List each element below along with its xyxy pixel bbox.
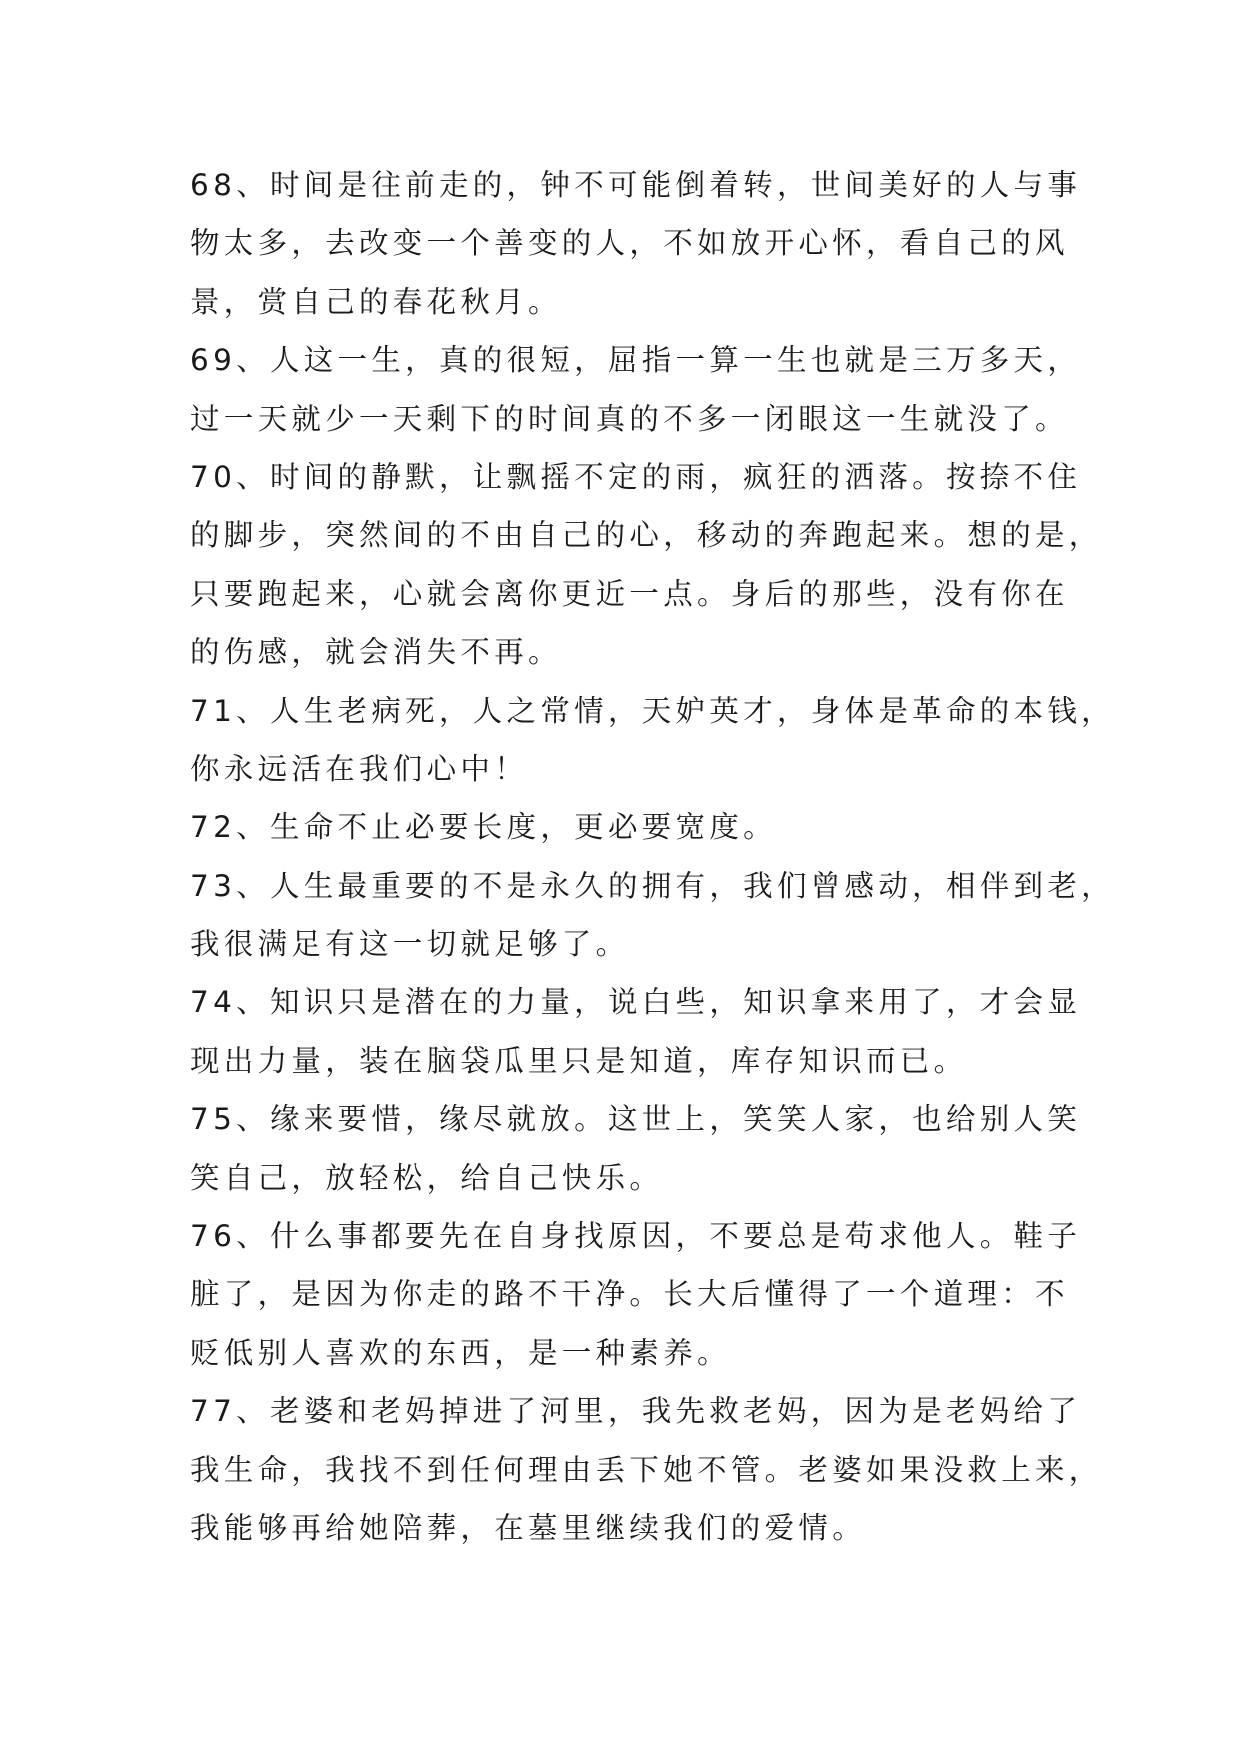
document-body [190,156,1115,1557]
text-line: 我很满足有这一切就足够了。 [190,927,630,962]
text-line: 70、时间的静默，让飘摇不定的雨，疯狂的洒落。按捺不住 [190,459,1082,494]
text-line: 75、缘来要惜，缘尽就放。这世上，笑笑人家，也给别人笑 [190,1102,1082,1137]
text-line: 68、时间是往前走的，钟不可能倒着转，世间美好的人与事 [190,168,1082,202]
text-line: 笑自己，放轻松，给自己快乐。 [190,1160,664,1195]
text-line: 71、人生老病死，人之常情，天妒英才，身体是革命的本钱， [190,693,1115,728]
text-line: 物太多，去改变一个善变的人，不如放开心怀，看自己的风 [190,226,1069,261]
text-line: 现出力量，装在脑袋瓜里只是知道，库存知识而已。 [190,1043,968,1078]
text-line: 72、生命不止必要长度，更必要宽度。 [190,810,777,845]
text-line: 过一天就少一天剩下的时间真的不多一闭眼这一生就没了。 [190,401,1069,436]
text-line: 74、知识只是潜在的力量，说白些，知识拿来用了，才会显 [190,985,1082,1020]
text-line: 76、什么事都要先在自身找原因，不要总是苟求他人。鞋子 [190,1219,1082,1254]
text-line: 你永远活在我们心中！ [190,751,529,786]
text-line: 的伤感，就会消失不再。 [190,635,562,670]
text-line: 只要跑起来，心就会离你更近一点。身后的那些，没有你在 [190,576,1069,611]
text-line: 景，赏自己的春花秋月。 [190,284,562,319]
text-line: 的脚步，突然间的不由自己的心，移动的奔跑起来。想的是， [190,518,1103,553]
text-line: 77、老婆和老妈掉进了河里，我先救老妈，因为是老妈给了 [190,1394,1082,1429]
text-line: 69、人这一生，真的很短，屈指一算一生也就是三万多天， [190,343,1082,378]
text-line: 贬低别人喜欢的东西，是一种素养。 [190,1335,731,1370]
text-line: 我能够再给她陪葬，在墓里继续我们的爱情。 [190,1510,867,1545]
text-line: 73、人生最重要的不是永久的拥有，我们曾感动，相伴到老， [190,868,1115,903]
text-line: 脏了，是因为你走的路不干净。长大后懂得了一个道理：不 [190,1277,1069,1312]
text-line: 我生命，我找不到任何理由丢下她不管。老婆如果没救上来， [190,1452,1103,1487]
